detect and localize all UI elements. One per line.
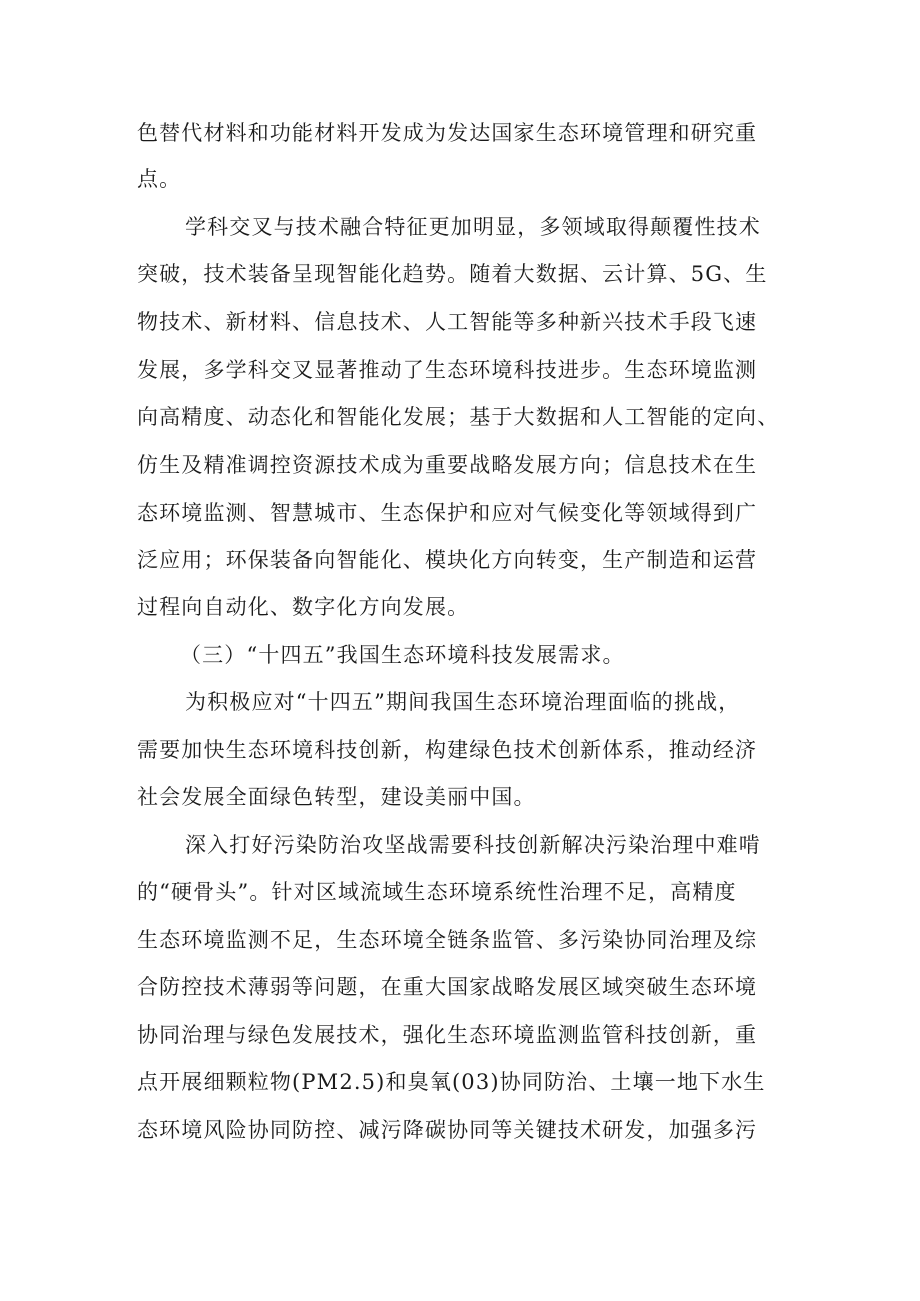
text-line: 仿生及精准调控资源技术成为重要战略发展方向；信息技术在生 [137, 453, 758, 477]
text-line: 色替代材料和功能材料开发成为发达国家生态环境管理和研究重 [137, 121, 758, 145]
text-line: 过程向自动化、数字化方向发展。 [137, 595, 470, 619]
text-line: 需要加快生态环境科技创新，构建绿色技术创新体系，推动经济 [137, 738, 758, 762]
text-line: 合防控技术薄弱等问题，在重大国家战略发展区域突破生态环境 [137, 975, 758, 999]
paragraph-start-line: 学科交叉与技术融合特征更加明显，多领域取得颠覆性技术 [185, 215, 761, 239]
text-line: 点开展细颗粒物(PM2.5)和臭氧(03)协同防治、土壤一地下水生 [137, 1070, 766, 1094]
text-line: 的“硬骨头”。针对区域流域生态环境系统性治理不足，高精度 [137, 880, 737, 904]
paragraph-start-line: 为积极应对“十四五”期间我国生态环境治理面临的挑战， [185, 690, 741, 714]
text-line: 协同治理与绿色发展技术，强化生态环境监测监管科技创新，重 [137, 1023, 758, 1047]
text-line: 态环境风险协同防控、减污降碳协同等关键技术研发，加强多污 [137, 1118, 758, 1142]
text-line: 向高精度、动态化和智能化发展；基于大数据和人工智能的定向、 [137, 405, 780, 429]
text-line: 社会发展全面绿色转型，建设美丽中国。 [137, 785, 536, 809]
text-line: 生态环境监测不足，生态环境全链条监管、多污染协同治理及综 [137, 928, 758, 952]
text-line: 点。 [137, 167, 182, 191]
text-line: 物技术、新材料、信息技术、人工智能等多种新兴技术手段飞速 [137, 310, 758, 334]
text-line: 泛应用；环保装备向智能化、模块化方向转变，生产制造和运营 [137, 548, 758, 572]
text-line: 突破，技术装备呈现智能化趋势。随着大数据、云计算、5G、生 [137, 262, 768, 286]
paragraph-start-line: 深入打好污染防治攻坚战需要科技创新解决污染治理中难啃 [185, 833, 761, 857]
text-line: 态环境监测、智慧城市、生态保护和应对气候变化等领域得到广 [137, 501, 758, 525]
section-heading: （三）“十四五”我国生态环境科技发展需求。 [180, 643, 625, 667]
text-line: 发展，多学科交叉显著推动了生态环境科技进步。生态环境监测 [137, 358, 758, 382]
